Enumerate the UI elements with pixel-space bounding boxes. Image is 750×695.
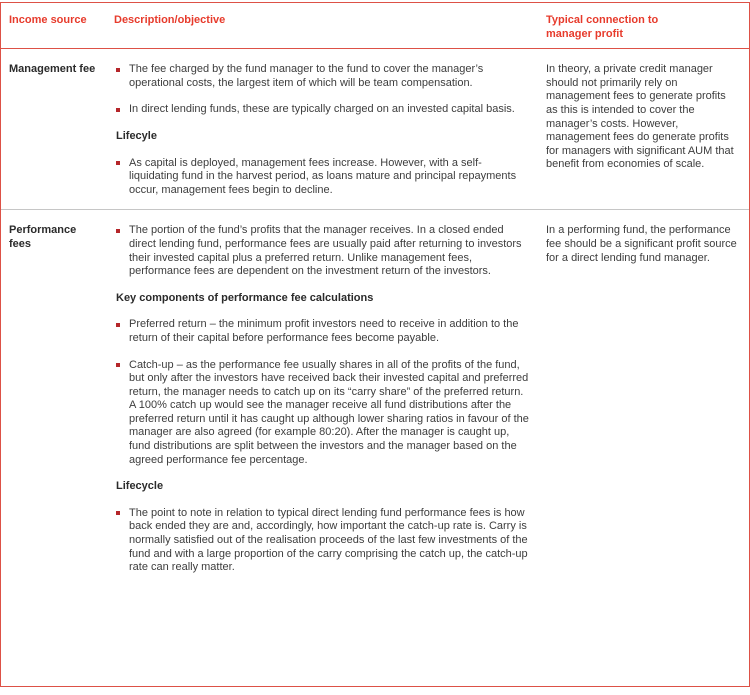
bullet-text: The fee charged by the fund manager to the fund to cover the manager’s operational costs, the largest item of which will be team compensation. [129,63,484,89]
bullet-item [114,359,530,468]
bullet-item [114,318,530,345]
bullet-text: The portion of the fund’s profits that the manager receives. In a closed ended direct lending fund, performance fees are usually paid after returning to investors their invested capital plus a preferred return. Unlike management fees, performance fees are dependent on the investment return of the investors. [129,224,522,278]
bullet-square-icon [116,323,120,327]
description-cell [114,63,546,197]
bullet-text: Catch-up – as the performance fee usually shares in all of the profits of the fund, but only after the investors have received back their invested capital and preferred return, the manager needs to catch up on its “carry share” of the preferred return. A 100% catch up would see the manager receive all fund distributions after the preferred return until it has caught up although lower sharing ratios in favour of the manager are also agreed (for example 80:20). After the manager is caught up, fund distributions are split between the investors and the manager based on the agreed performance fee percentage. [129,358,529,466]
bullet-item [114,63,530,90]
bullet-square-icon [116,229,120,233]
row-source-label: Management fee [9,63,96,76]
header-income-source: Income source [9,14,87,26]
bullet-square-icon [116,68,120,72]
row-source-label: Performance fees [9,224,77,250]
bullet-item [114,507,530,575]
table-row-performance-fees [1,210,749,686]
table-header-row [1,3,749,49]
header-typical-connection: Typical connection to manager profit [546,14,659,40]
bullet-item [114,224,530,278]
bullet-text: In direct lending funds, these are typically charged on an invested capital basis. [129,103,515,116]
description-cell [114,224,546,674]
header-description-objective: Description/objective [114,14,226,26]
bullet-text: The point to note in relation to typical direct lending fund performance fees is how back ended they are and, accordingly, how important the catch-up rate is. Carry is normally satisfied out of the realisation proceeds of the last few investments of the fund and with a large proportion of the carry comprising the catch up, the catch-up rate can really matter. [129,506,528,574]
sub-heading-key-components: Key components of performance fee calculations [116,291,374,304]
connection-cell: In theory, a private credit manager should not primarily rely on management fees to generate profits as this is intended to cover the manager’s costs. However, management fees do generate profits for managers with significant AUM that benefit from economies of scale. [546,63,734,171]
bullet-text: Preferred return – the minimum profit investors need to receive in addition to the return of their capital before performance fees become payable. [129,318,519,344]
connection-cell: In a performing fund, the performance fee should be a significant profit source for a direct lending fund manager. [546,224,737,264]
bullet-text: As capital is deployed, management fees increase. However, with a self-liquidating fund in the harvest period, as loans mature and principal repayments occur, management fees begin to decline. [129,156,517,196]
bullet-square-icon [116,511,120,515]
bullet-square-icon [116,108,120,112]
bullet-item [114,157,530,198]
sub-heading-lifecycle: Lifecycle [116,480,164,493]
income-source-table [0,2,750,687]
sub-heading-lifecyle: Lifecyle [116,129,157,142]
bullet-square-icon [116,363,120,367]
bullet-item [114,103,530,117]
bullet-square-icon [116,161,120,165]
table-row-management-fee [1,49,749,209]
